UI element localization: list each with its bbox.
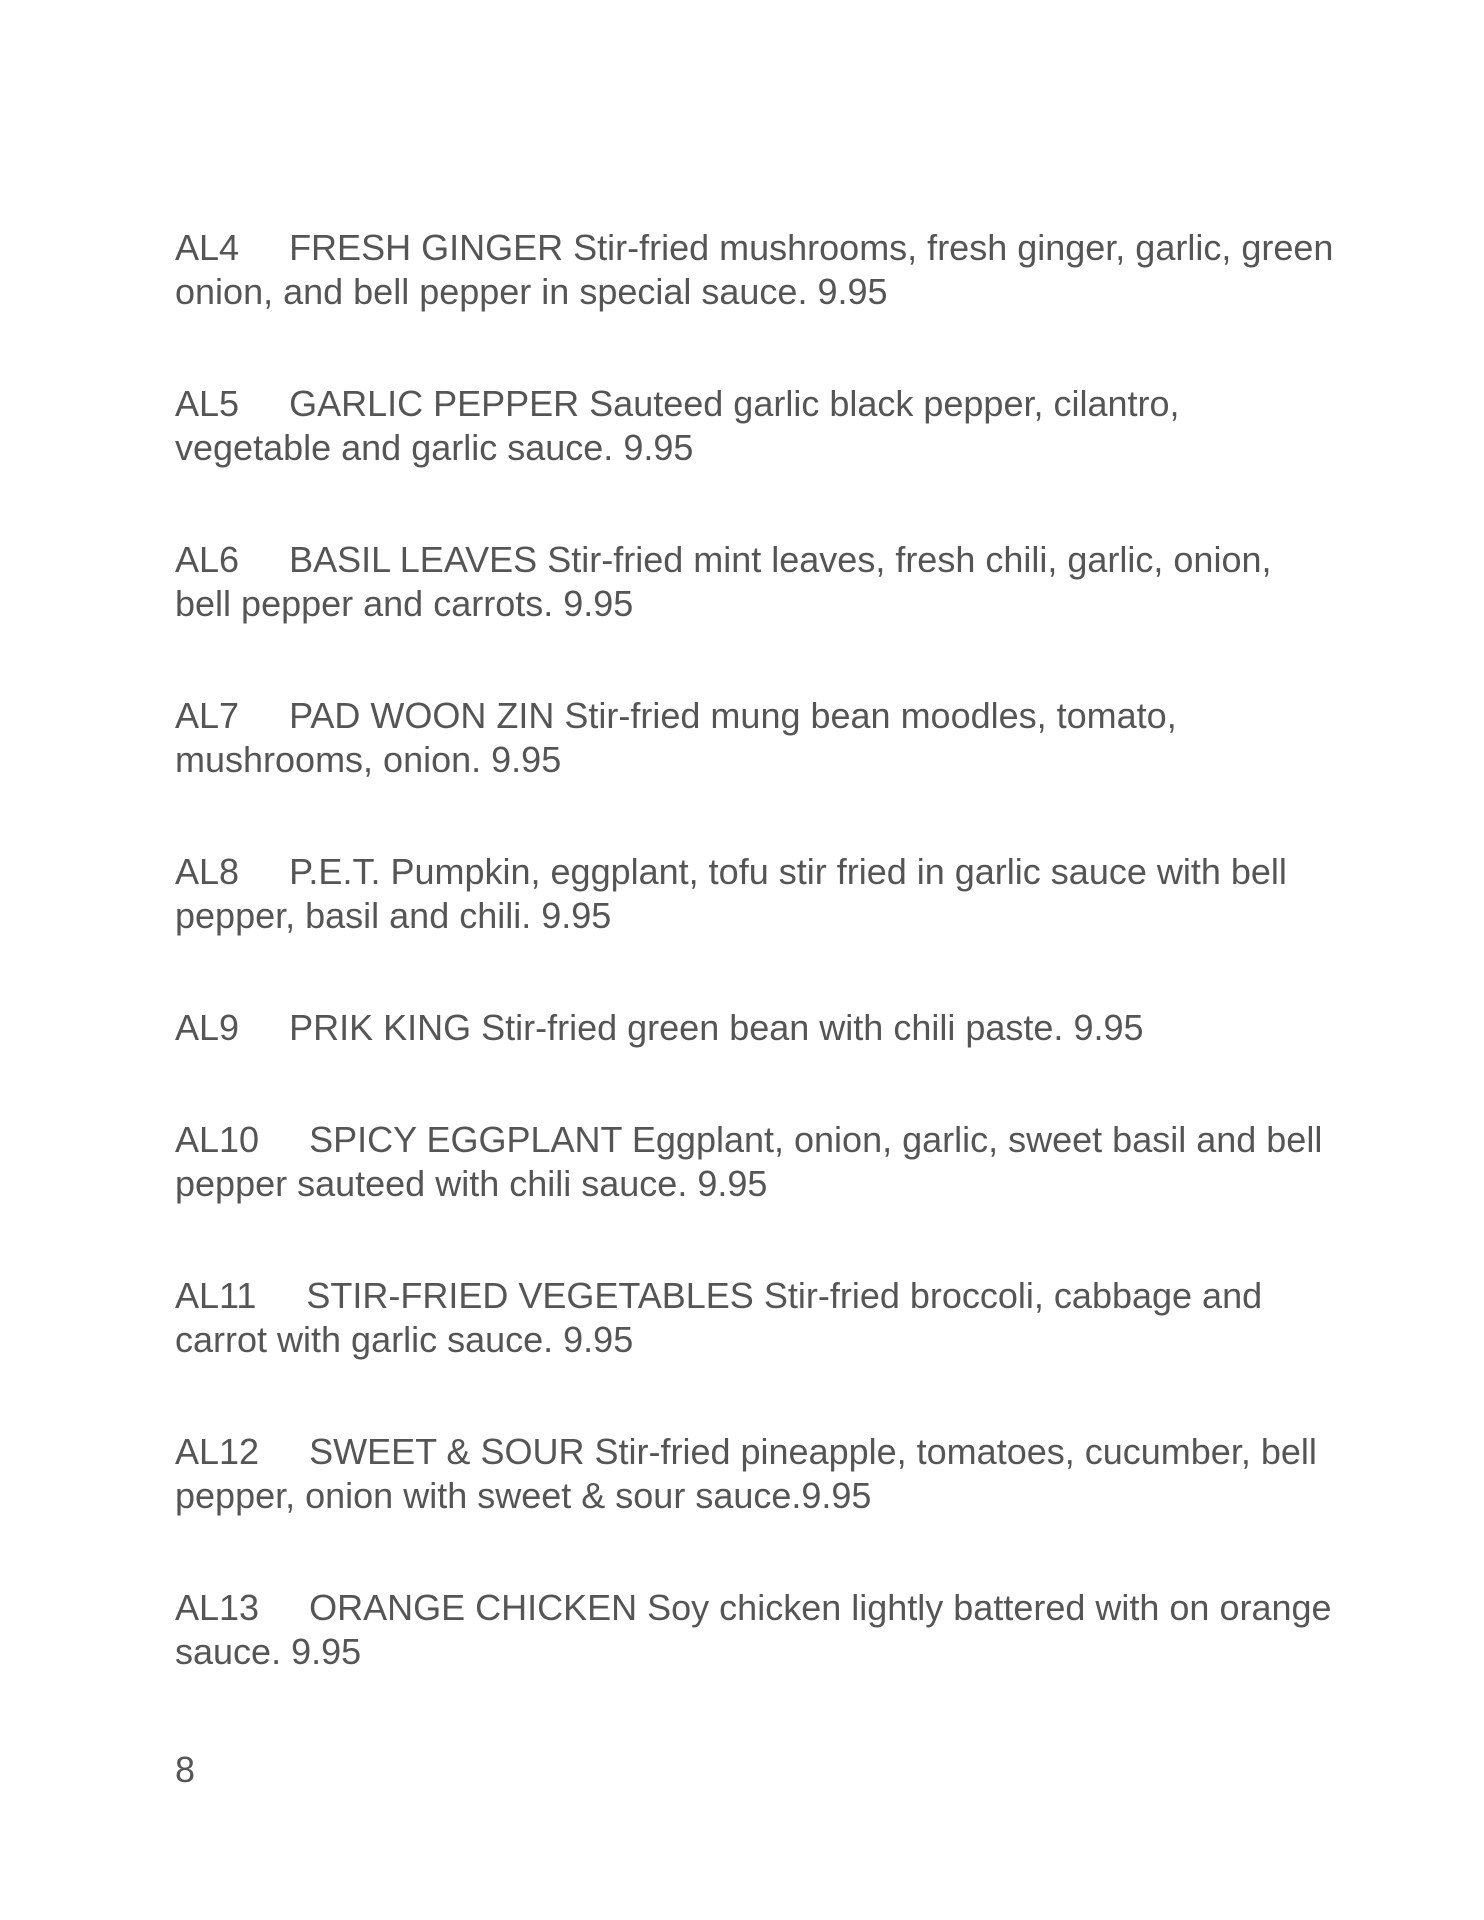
item-description: Stir-fried mung bean moodles, tomato, mushrooms, onion.: [175, 695, 1177, 780]
menu-item: [175, 1586, 1335, 1674]
item-price: 9.95: [623, 427, 694, 468]
item-name: STIR-FRIED VEGETABLES: [306, 1275, 754, 1316]
item-price: 9.95: [541, 895, 612, 936]
item-name: PAD WOON ZIN: [289, 695, 555, 736]
menu-item: [175, 538, 1335, 626]
item-name: PRIK KING: [289, 1007, 472, 1048]
item-name: P.E.T.: [289, 851, 381, 892]
item-description: Stir-fried mushrooms, fresh ginger, garlic, green onion, and bell pepper in special sauce.: [175, 227, 1334, 312]
item-price: 9.95: [817, 271, 888, 312]
item-code: AL9: [175, 1007, 240, 1048]
page-number: 8: [175, 1749, 196, 1790]
item-price: 9.95: [697, 1163, 768, 1204]
item-price-separator: [1063, 1007, 1073, 1048]
item-description: Stir-fried mint leaves, fresh chili, garlic, onion, bell pepper and carrots.: [175, 539, 1272, 624]
item-name: GARLIC PEPPER: [289, 383, 580, 424]
item-code: AL11: [175, 1275, 257, 1316]
menu-list: [175, 226, 1335, 1742]
menu-item: [175, 1430, 1335, 1518]
item-price: 9.95: [563, 1319, 634, 1360]
item-price-separator: [687, 1163, 697, 1204]
item-price: 9.95: [291, 1631, 362, 1672]
item-name: ORANGE CHICKEN: [309, 1587, 638, 1628]
menu-item: [175, 1118, 1335, 1206]
item-code: AL5: [175, 383, 240, 424]
item-code: AL8: [175, 851, 240, 892]
menu-item: [175, 1274, 1335, 1362]
item-code: AL4: [175, 227, 240, 268]
item-description: Sauteed garlic black pepper, cilantro, vegetable and garlic sauce.: [175, 383, 1180, 468]
menu-item: [175, 382, 1335, 470]
item-price: 9.95: [1073, 1007, 1144, 1048]
item-name: FRESH GINGER: [289, 227, 564, 268]
item-price-separator: [481, 739, 491, 780]
item-description: Stir-fried broccoli, cabbage and carrot with garlic sauce.: [175, 1275, 1263, 1360]
menu-item: [175, 694, 1335, 782]
item-price-separator: [281, 1631, 291, 1672]
item-description: Pumpkin, eggplant, tofu stir fried in garlic sauce with bell pepper, basil and chili.: [175, 851, 1287, 936]
item-price-separator: [553, 1319, 563, 1360]
item-code: AL6: [175, 539, 240, 580]
item-name: BASIL LEAVES: [289, 539, 538, 580]
menu-item: [175, 850, 1335, 938]
menu-item: [175, 226, 1335, 314]
item-code: AL13: [175, 1587, 260, 1628]
item-description: Stir-fried green bean with chili paste.: [481, 1007, 1064, 1048]
item-price-separator: [613, 427, 623, 468]
item-price: 9.95: [563, 583, 634, 624]
item-price: 9.95: [491, 739, 562, 780]
item-price-separator: [553, 583, 563, 624]
item-code: AL12: [175, 1431, 260, 1472]
item-description: Eggplant, onion, garlic, sweet basil and bell pepper sauteed with chili sauce.: [175, 1119, 1323, 1204]
item-price-separator: [807, 271, 817, 312]
menu-item: [175, 1006, 1335, 1050]
item-code: AL7: [175, 695, 240, 736]
item-name: SPICY EGGPLANT: [309, 1119, 622, 1160]
item-description: Stir-fried pineapple, tomatoes, cucumber, bell pepper, onion with sweet & sour sauce.: [175, 1431, 1317, 1516]
item-name: SWEET & SOUR: [309, 1431, 585, 1472]
item-code: AL10: [175, 1119, 260, 1160]
item-description: Soy chicken lightly battered with on orange sauce.: [175, 1587, 1332, 1672]
item-price: 9.95: [801, 1475, 872, 1516]
item-price-separator: [531, 895, 541, 936]
